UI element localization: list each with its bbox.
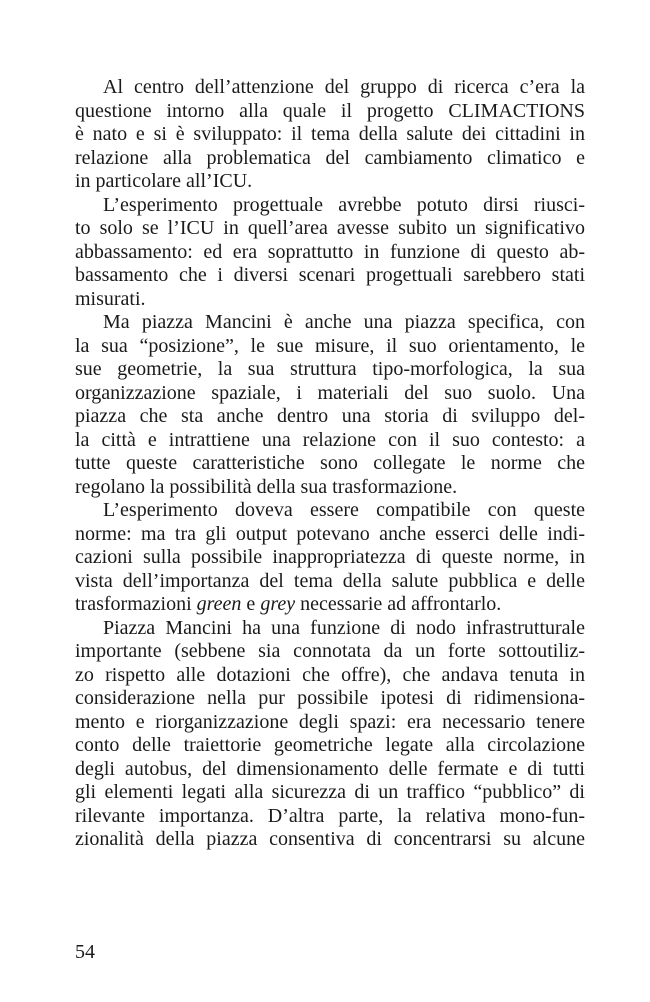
text-run: e xyxy=(241,593,261,615)
text-line: zo rispetto alle dotazioni che offre), che andava tenuta in xyxy=(75,663,585,686)
text-line: rilevante importanza. D’altra parte, la relativa mono-fun- xyxy=(75,804,585,827)
text-line: degli autobus, del dimensionamento delle fermate e di tutti xyxy=(75,757,585,780)
text-line: L’esperimento progettuale avrebbe potuto dirsi riusci- xyxy=(103,193,585,216)
text-line: organizzazione spaziale, i materiali del suo suolo. Una xyxy=(75,381,585,404)
text-line: Al centro dell’attenzione del gruppo di ricerca c’era la xyxy=(103,76,585,98)
text-line: abbassamento: ed era soprattutto in funzione di questo ab- xyxy=(75,240,585,263)
paragraph xyxy=(75,499,585,617)
text-line: Piazza Mancini ha una funzione di nodo infrastrutturale xyxy=(103,616,585,639)
text-run: necessarie ad affrontarlo. xyxy=(295,593,502,615)
paragraph xyxy=(75,617,585,852)
text-line: vista dell’importanza del tema della salute pubblica e delle xyxy=(75,569,585,592)
text-line: mento e riorganizzazione degli spazi: era necessario tenere xyxy=(75,710,585,733)
text-line: piazza che sta anche dentro una storia di sviluppo del- xyxy=(75,405,585,427)
text-line: zionalità della piazza consentiva di concentrarsi su alcune xyxy=(75,828,585,850)
paragraph xyxy=(75,311,585,499)
text-line: cazioni sulla possibile inappropriatezza di queste norme, in xyxy=(75,546,585,568)
page-number: 54 xyxy=(75,941,95,963)
text-line: regolano la possibilità della sua trasformazione. xyxy=(75,475,458,498)
text-line: norme: ma tra gli output potevano anche esserci delle indi- xyxy=(75,522,585,545)
text-line: conto delle traiettorie geometriche legate alla circolazione xyxy=(75,734,585,756)
text-line: questione intorno alla quale il progetto CLIMACTIONS xyxy=(75,99,585,122)
text-line: la città e intrattiene una relazione con il suo contesto: a xyxy=(75,428,585,451)
text-line: relazione alla problematica del cambiamento climatico e xyxy=(75,146,585,169)
text-line: gli elementi legati alla sicurezza di un traffico “pubblico” di xyxy=(75,781,585,803)
text-line: sue geometrie, la sua struttura tipo-morfologica, la sua xyxy=(75,358,585,380)
text-line: Ma piazza Mancini è anche una piazza specifica, con xyxy=(103,311,585,333)
italic-term-green: green xyxy=(196,593,242,615)
text-line: bassamento che i diversi scenari progettuali sarebbero stati xyxy=(75,264,585,286)
text-line: misurati. xyxy=(75,287,146,310)
body-text xyxy=(75,76,585,852)
text-line xyxy=(75,593,585,617)
text-line: importante (sebbene sia connotata da un forte sottoutiliz- xyxy=(75,640,585,662)
text-line: la sua “posizione”, le sue misure, il suo orientamento, le xyxy=(75,334,585,357)
paragraph xyxy=(75,76,585,194)
text-line: in particolare all’ICU. xyxy=(75,170,253,192)
italic-term-grey: grey xyxy=(260,593,296,615)
paragraph xyxy=(75,194,585,312)
text-run: trasformazioni xyxy=(75,593,197,615)
text-line: to solo se l’ICU in quell’area avesse subito un significativo xyxy=(75,217,585,239)
text-line: è nato e si è sviluppato: il tema della salute dei cittadini in xyxy=(75,123,585,145)
text-line: tutte queste caratteristiche sono collegate le norme che xyxy=(75,452,585,474)
text-line: L’esperimento doveva essere compatibile con queste xyxy=(103,499,585,521)
text-line: considerazione nella pur possibile ipotesi di ridimensiona- xyxy=(75,687,585,709)
